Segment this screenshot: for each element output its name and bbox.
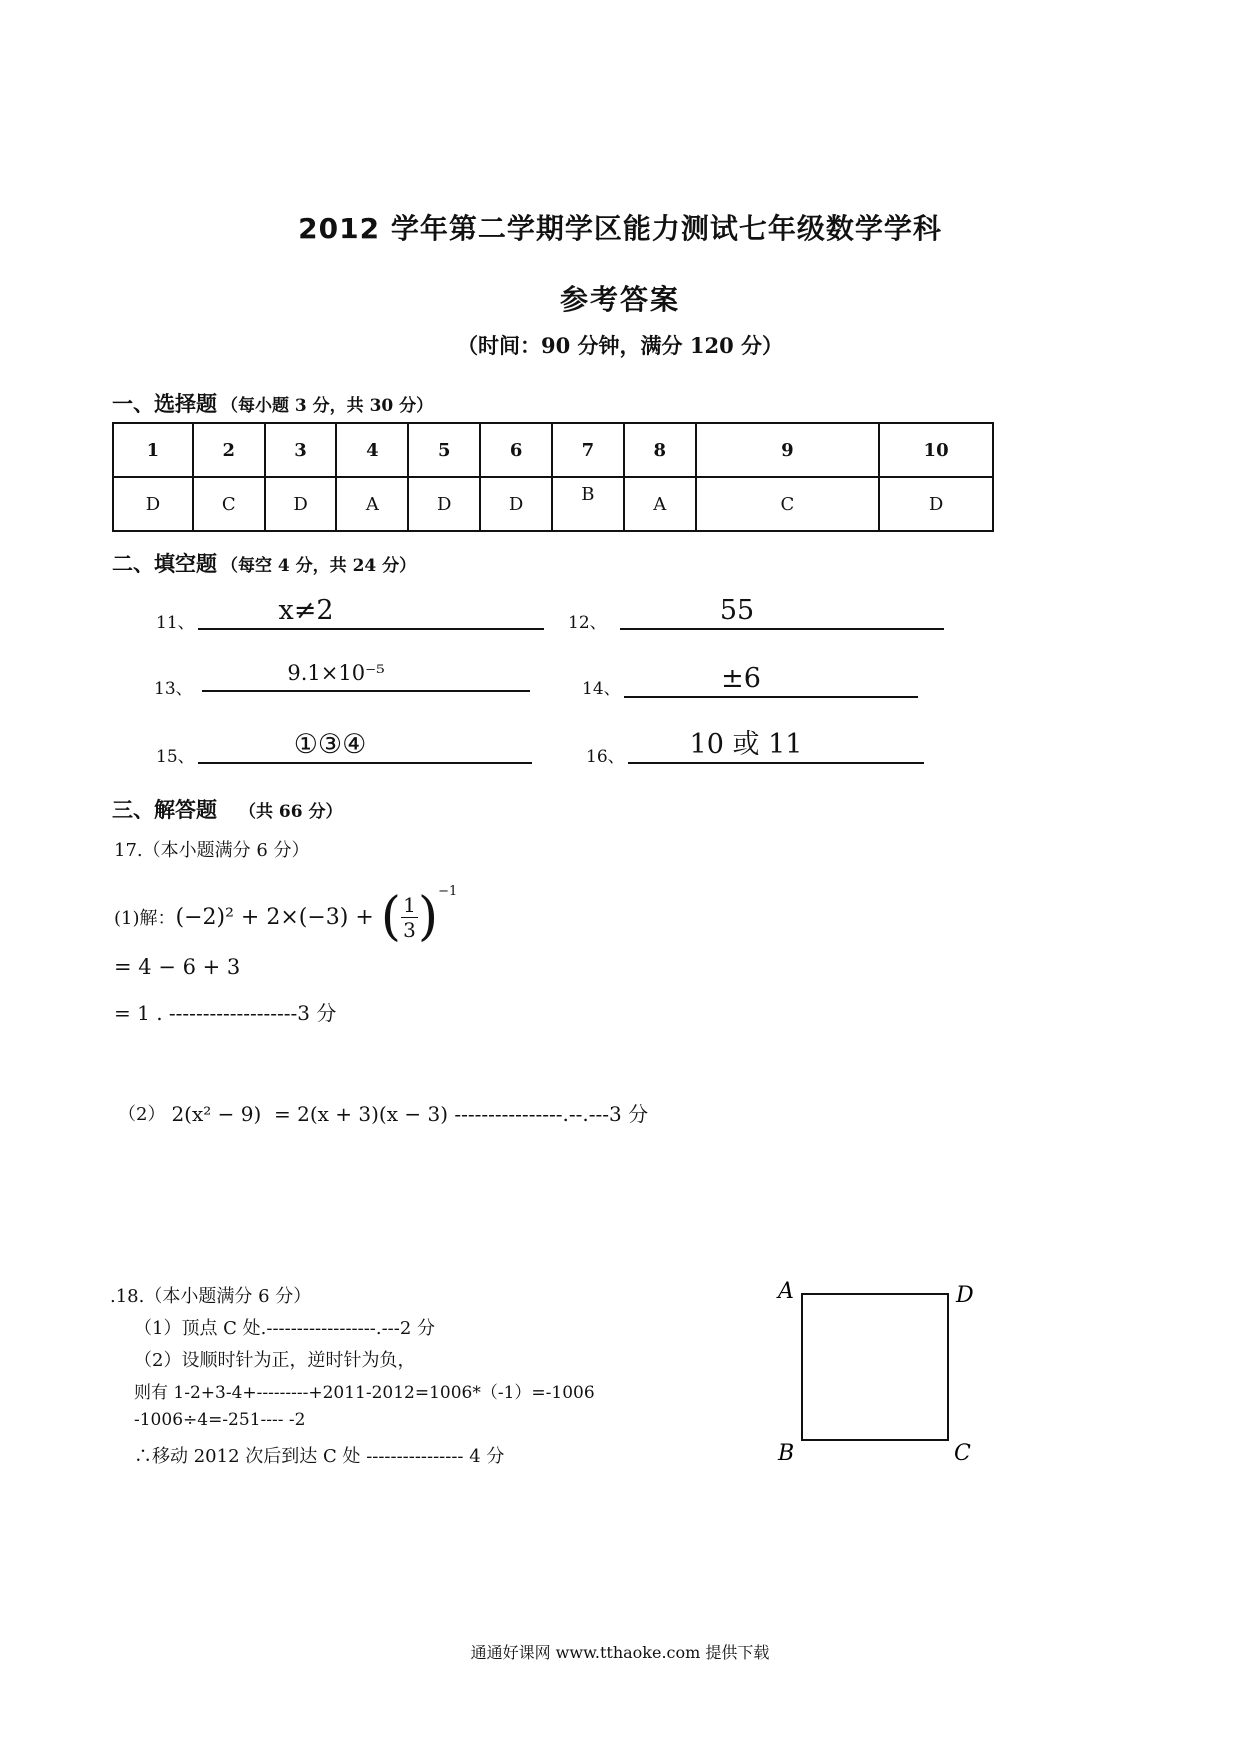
vertex-label-d: D — [956, 1283, 974, 1308]
vertex-label-a: A — [778, 1279, 794, 1304]
answer-table-header-row — [113, 423, 993, 477]
vertex-label-b: B — [778, 1441, 795, 1466]
q17-part1-label: (1)解： — [114, 908, 176, 929]
question-number: 4 — [336, 423, 408, 477]
question-number: 3 — [265, 423, 337, 477]
fill-answer-13 — [202, 656, 530, 692]
answer-cell: C — [696, 477, 880, 531]
section1-title: 一、选择题 — [112, 392, 217, 416]
time-info: （时间：90 分钟，满分 120 分） — [457, 333, 783, 358]
q17-step1: = 4 − 6 + 3 — [114, 955, 241, 979]
footer-text: 通通好课网 www.tthaoke.com 提供下载 — [470, 1643, 770, 1662]
page-title: 2012 学年第二学期学区能力测试七年级数学学科 — [298, 212, 942, 245]
question-number: 2 — [193, 423, 265, 477]
page-subtitle: 参考答案 — [559, 283, 680, 316]
answer-cell: A — [336, 477, 408, 531]
q18-line3: 则有 1-2+3-4+---------+2011-2012=1006*（-1）=-1006 — [134, 1383, 595, 1403]
section2-title: 二、填空题 — [112, 552, 217, 576]
fill-label-15: 15、 — [156, 747, 195, 767]
q17-part2-label: （2） — [118, 1103, 166, 1125]
answer-table — [112, 422, 994, 532]
answer-cell: B — [552, 477, 624, 531]
question-number: 8 — [624, 423, 696, 477]
section2-note: （每空 4 分，共 24 分） — [221, 556, 417, 576]
left-paren: ( — [380, 887, 402, 947]
q17-part2-line — [118, 1098, 648, 1127]
q18-header: .18.（本小题满分 6 分） — [110, 1286, 312, 1307]
fill-label-14: 14、 — [582, 679, 621, 699]
q18-line5: ∴移动 2012 次后到达 C 处 ---------------- 4 分 — [134, 1446, 505, 1467]
fraction-denominator: 3 — [403, 917, 416, 942]
fill-label-16: 16、 — [586, 747, 625, 767]
q17-fraction — [401, 893, 418, 942]
section2-heading — [112, 548, 416, 578]
section1-note: （每小题 3 分，共 30 分） — [221, 396, 434, 416]
answer-cell: D — [480, 477, 552, 531]
q17-part2-expr: 2(x² − 9) = 2(x + 3)(x − 3) ----------------.--.---3 分 — [171, 1102, 649, 1126]
fill-answer-16-text: 10 或 11 — [689, 729, 803, 760]
fill-answer-14 — [624, 662, 918, 698]
fill-answer-16 — [628, 728, 924, 764]
q17-step2: = 1 . -------------------3 分 — [114, 1001, 337, 1025]
fraction-numerator: 1 — [403, 892, 416, 917]
section3-title: 三、解答题 — [112, 798, 217, 822]
q17-header: 17.（本小题满分 6 分） — [114, 840, 310, 861]
answer-cell: A — [624, 477, 696, 531]
fill-label-12: 12、 — [568, 613, 607, 633]
section3-note: （共 66 分） — [239, 802, 343, 822]
q18-line2: （2）设顺时针为正，逆时针为负， — [134, 1350, 416, 1371]
question-number: 7 — [552, 423, 624, 477]
question-number: 10 — [879, 423, 993, 477]
square-diagram — [770, 1270, 1000, 1470]
fill-label-11: 11、 — [156, 613, 195, 633]
vertex-label-c: C — [954, 1441, 971, 1466]
square-shape — [802, 1294, 948, 1440]
q18-line1: （1）顶点 C 处.------------------.---2 分 — [134, 1318, 436, 1339]
answer-cell: C — [193, 477, 265, 531]
q18-line4: -1006÷4=-251---- -2 — [134, 1410, 306, 1430]
question-number: 5 — [408, 423, 480, 477]
answer-cell: D — [265, 477, 337, 531]
question-number: 1 — [113, 423, 193, 477]
section1-heading — [112, 388, 433, 418]
fill-answer-15 — [198, 728, 532, 764]
fill-label-13: 13、 — [154, 679, 193, 699]
question-number: 6 — [480, 423, 552, 477]
fill-answer-14-text: ±6 — [721, 663, 761, 694]
fill-answer-12-text: 55 — [719, 595, 755, 626]
q17-part1-expr: (−2)² + 2×(−3) + — [175, 904, 381, 930]
section3-heading — [112, 794, 343, 824]
answer-table-answer-row — [113, 477, 993, 531]
fill-answer-13-text: 9.1×10⁻⁵ — [287, 661, 385, 685]
answer-cell: D — [113, 477, 193, 531]
q17-part1-line — [114, 880, 457, 954]
fraction-exponent: −1 — [438, 884, 458, 899]
answer-cell: D — [408, 477, 480, 531]
fill-answer-12 — [620, 594, 944, 630]
right-paren: ) — [417, 887, 439, 947]
fill-answer-11 — [198, 594, 544, 630]
question-number: 9 — [696, 423, 880, 477]
answer-cell: D — [879, 477, 993, 531]
fill-answer-11-text: x≠2 — [278, 595, 334, 626]
fill-answer-15-text: ①③④ — [293, 729, 367, 760]
